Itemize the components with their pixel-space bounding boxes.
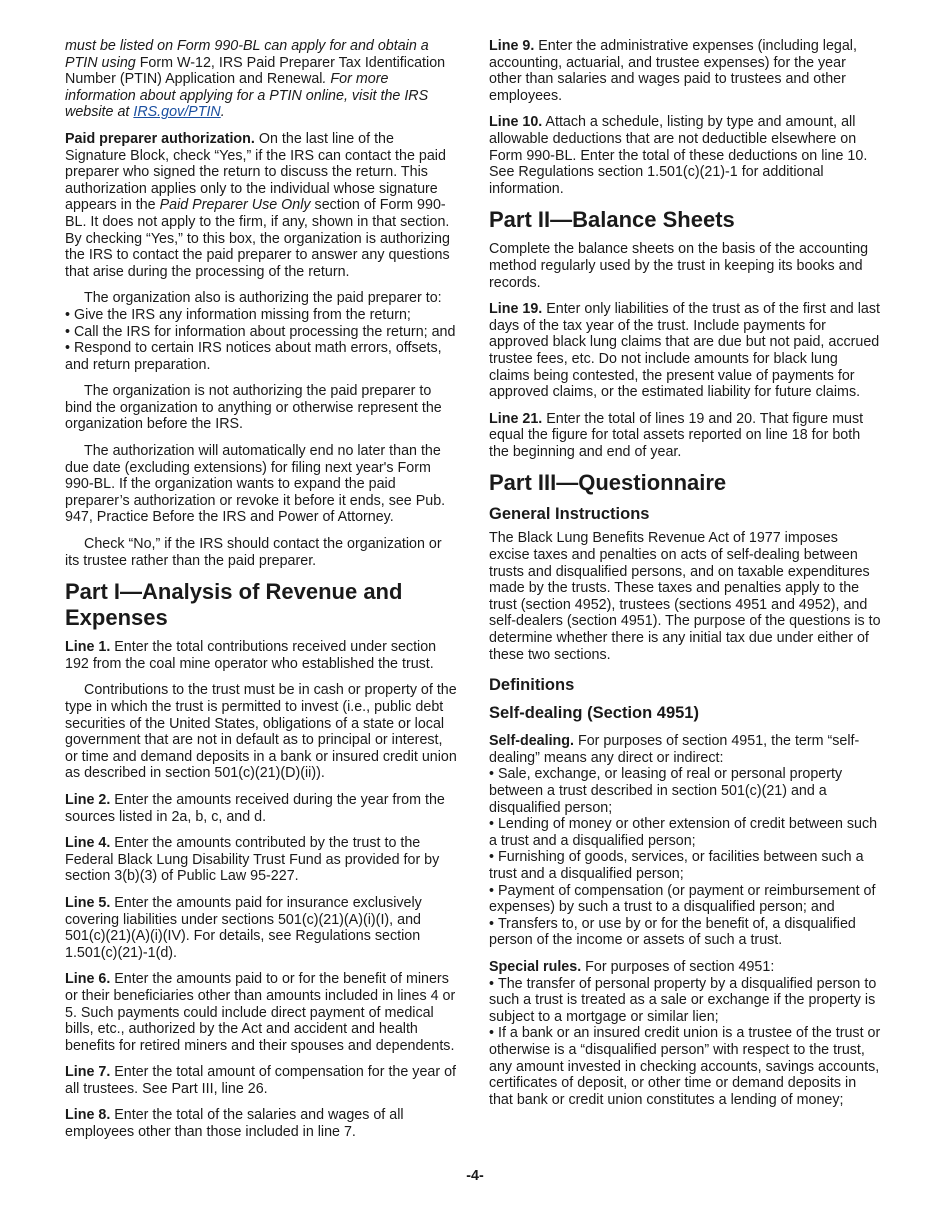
line19-paragraph: Line 19. Enter only liabilities of the trust as of the first and last days of the tax year of the trust. Include payments for approved black lung claims that are due but not paid, accrued trustee fees, etc. Do not include amounts for black lung claims being contested, the present value of payments for approved claims, or the estimated liability for future claims. (489, 301, 880, 401)
self-dealing-paragraph: Self-dealing. For purposes of section 4951, the term “self-dealing” means any direct or indirect: (489, 733, 860, 766)
line8-paragraph: Line 8. Enter the total of the salaries and wages of all employees other than those included in line 7. (65, 1107, 404, 1141)
contributions-paragraph: Contributions to the trust must be in cash or property of the type in which the trust is permitted to invest (i.e., public debt securities of the United States, obligations of a state or local government that are not in default as to principal or interest, or time and demand deposits in a bank or insured credit union as described in section 501(c)(21)(D)(ii)). (65, 682, 457, 782)
paid-preparer-authorization-heading: Paid preparer authorization. (65, 130, 255, 147)
special-rules-paragraph: Special rules. For purposes of section 4951: (489, 958, 775, 975)
line21-paragraph: Line 21. Enter the total of lines 19 and 20. That figure must equal the figure for total assets reported on line 18 for both the beginning and end of year. (489, 410, 864, 460)
authorization-intro: The organization also is authorizing the paid preparer to: (84, 290, 442, 307)
part1-heading: Part I—Analysis of Revenue and Expenses (65, 579, 403, 631)
line2-paragraph: Line 2. Enter the amounts received during the year from the sources listed in 2a, b, c, and d. (65, 791, 445, 825)
line6-paragraph: Line 6. Enter the amounts paid to or for the benefit of miners or their beneficiaries other than amounts included in lines 4 or 5. Such payments could include direct payment of medical bills, etc., authorized by the Act and accident and health benefits for retired miners and their spouses and dependents. (65, 971, 456, 1054)
line4-paragraph: Line 4. Enter the amounts contributed by the trust to the Federal Black Lung Disability Trust Fund as provided for by section 3(b)(3) of Public Law 95-227. (65, 835, 440, 885)
general-instructions-paragraph: The Black Lung Benefits Revenue Act of 1977 imposes excise taxes and penalties on acts of self-dealing between trusts and disqualified persons, and on taxable expenditures made by the trusts. These taxes and penalties apply to the trust (section 4952), trustees (sections 4951 and 4952), and self-dealers (section 4951). The purpose of the questions is to determine whether there is any initial tax due under either of these two sections. (489, 530, 881, 663)
check-no-paragraph: Check “No,” if the IRS should contact the organization or its trustee rather than the paid preparer. (65, 536, 442, 569)
line10-paragraph: Line 10. Attach a schedule, listing by type and amount, all allowable deductions that are not deductible elsewhere on Form 990-BL. Enter the total of these deductions on line 10. See Regulations section 1.501(c)(21)-1 for additional information. (489, 114, 868, 197)
bullet-item: • Furnishing of goods, services, or facilities between such a trust and a disqualified person; (489, 849, 882, 882)
bullet-item: • Call the IRS for information about processing the return; and (65, 324, 458, 341)
line7-paragraph: Line 7. Enter the total amount of compensation for the year of all trustees. See Part III, line 26. (65, 1064, 457, 1097)
bullet-item: • Give the IRS any information missing from the return; (65, 307, 458, 324)
definitions-heading: Definitions (489, 676, 575, 695)
paid-preparer-authorization-paragraph: Paid preparer authorization. On the last line of the Signature Block, check “Yes,” if the IRS can contact the paid preparer who signed the return to discuss the return. This authorization applies only to the individual whose signature appears in the Paid Preparer Use Only section of Form 990-BL. It does not apply to the firm, if any, shown in that section. By checking “Yes,” to this box, the organization is authorizing the IRS to contact the paid preparer to answer any questions that arise during the processing of the return. (65, 130, 450, 280)
bullet-item: • Respond to certain IRS notices about math errors, offsets, and return preparation. (65, 340, 458, 373)
part3-heading: Part III—Questionnaire (489, 470, 727, 496)
bullet-item: • Payment of compensation (or payment or reimbursement of expenses) by such a trust to a disqualified person; and (489, 883, 882, 916)
right-column (489, 38, 882, 1108)
self-dealing-section-heading: Self-dealing (Section 4951) (489, 704, 699, 723)
authorization-end-paragraph: The authorization will automatically end no later than the due date (excluding extensions) for filing next year's Form 990-BL. If the organization wants to expand the paid preparer’s authorization or revoke it before it ends, see Pub. 947, Practice Before the IRS and Power of Attorney. (65, 443, 446, 526)
bullet-item: • Lending of money or other extension of credit between such a trust and a disqualified person; (489, 816, 882, 849)
general-instructions-heading: General Instructions (489, 505, 650, 524)
bullet-item: • Sale, exchange, or leasing of real or personal property between a trust described in section 501(c)(21) and a disqualified person; (489, 766, 882, 816)
bullet-item: • If a bank or an insured credit union is a trustee of the trust or otherwise is a “disqualified person” with respect to the trust, any amount invested in checking accounts, savings accounts, certificates of deposit, or other time or demand deposits in that bank or credit union constitutes a lending of money; (489, 1025, 882, 1108)
bullet-item: • Transfers to, or use by or for the benefit of, a disqualified person of the income or assets of such a trust. (489, 916, 882, 949)
left-column (65, 38, 458, 1151)
page-number: -4- (466, 1168, 484, 1184)
ptin-paragraph: must be listed on Form 990-BL can apply for and obtain a PTIN using Form W-12, IRS Paid Preparer Tax Identification Number (PTIN) Application and Renewal. For more information about applying for a PTIN online, visit the IRS website at IRS.gov/PTIN. (65, 38, 446, 121)
line1-paragraph: Line 1. Enter the total contributions received under section 192 from the coal mine operator who established the trust. (65, 639, 437, 672)
not-authorizing-paragraph: The organization is not authorizing the paid preparer to bind the organization to anything or otherwise represent the organization before the IRS. (65, 383, 442, 433)
balance-sheets-intro: Complete the balance sheets on the basis of the accounting method regularly used by the trust in keeping its books and records. (489, 241, 869, 291)
line9-paragraph: Line 9. Enter the administrative expenses (including legal, accounting, actuarial, and trustee expenses) for the year other than salaries and wages paid to trustees and other employees. (489, 38, 857, 104)
line5-paragraph: Line 5. Enter the amounts paid for insurance exclusively covering liabilities under sections 501(c)(21)(A)(i)(I), and 501(c)(21)(A)(i)(IV). For details, see Regulations section 1.501(c)(21)-1(d). (65, 894, 422, 961)
irs-ptin-link[interactable]: IRS.gov/PTIN (133, 104, 221, 121)
bullet-item: • The transfer of personal property by a disqualified person to such a trust is treated as a sale or exchange if the property is subject to a mortgage or similar lien; (489, 976, 882, 1026)
part2-heading: Part II—Balance Sheets (489, 207, 735, 233)
